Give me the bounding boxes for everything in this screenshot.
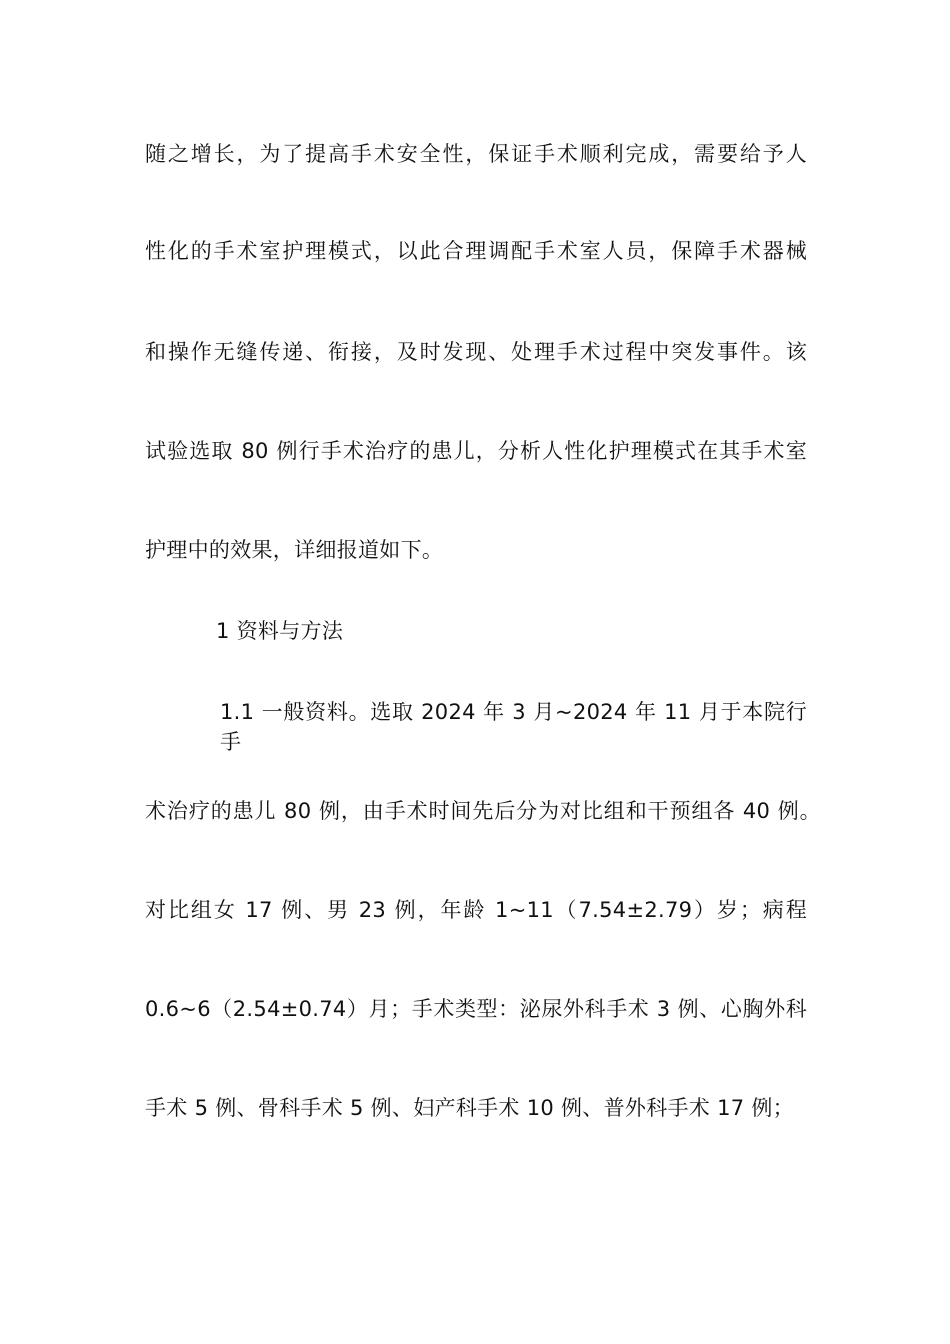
paragraph-line-2: 性化的手术室护理模式，以此合理调配手术室人员，保障手术器械 <box>145 239 807 263</box>
subsection-line-2: 术治疗的患儿 80 例，由手术时间先后分为对比组和干预组各 40 例。 <box>145 799 821 823</box>
paragraph-line-1: 随之增长，为了提高手术安全性，保证手术顺利完成，需要给予人 <box>145 142 807 166</box>
subsection-line-1: 1.1 一般资料。选取 2024 年 3 月~2024 年 11 月于本院行手 <box>220 700 807 754</box>
section-heading: 1 资料与方法 <box>216 619 344 643</box>
paragraph-line-3: 和操作无缝传递、衔接，及时发现、处理手术过程中突发事件。该 <box>145 340 807 364</box>
subsection-line-4: 0.6~6（2.54±0.74）月；手术类型：泌尿外科手术 3 例、心胸外科 <box>145 997 807 1021</box>
paragraph-line-5: 护理中的效果，详细报道如下。 <box>145 538 444 562</box>
subsection-line-5: 手术 5 例、骨科手术 5 例、妇产科手术 10 例、普外科手术 17 例； <box>145 1096 794 1120</box>
subsection-line-3: 对比组女 17 例、男 23 例，年龄 1~11（7.54±2.79）岁；病程 <box>145 898 807 922</box>
paragraph-line-4: 试验选取 80 例行手术治疗的患儿，分析人性化护理模式在其手术室 <box>145 439 807 463</box>
